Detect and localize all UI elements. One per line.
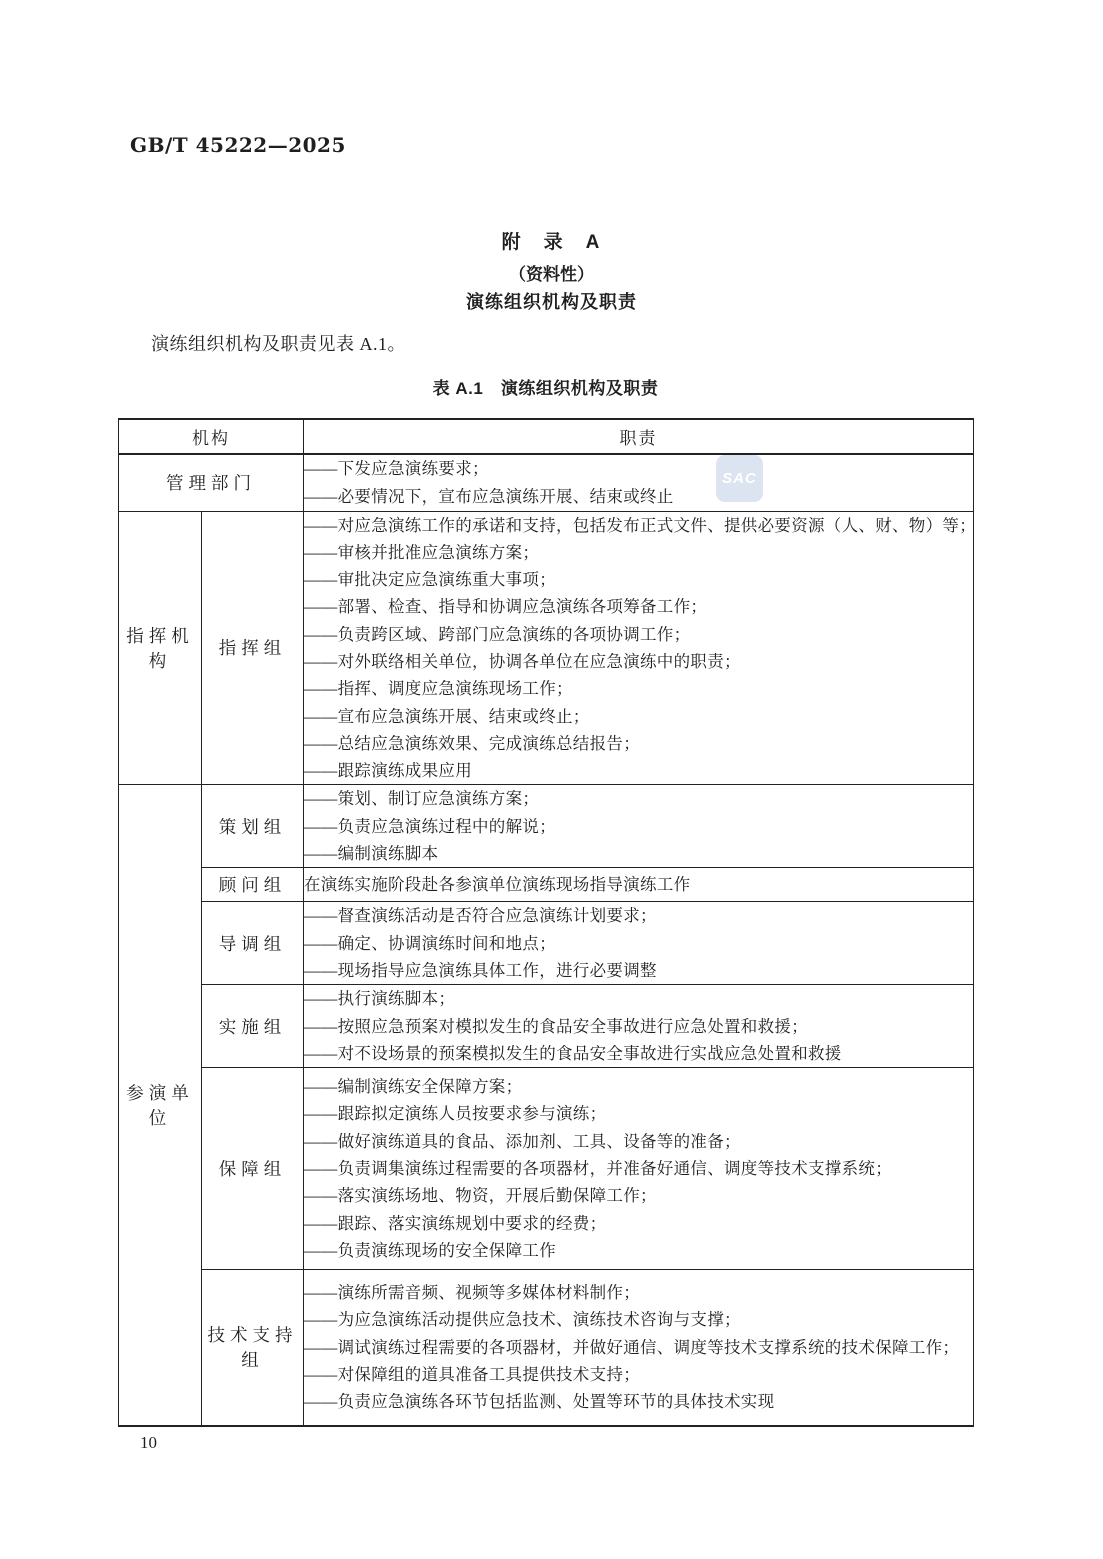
duties-cell bbox=[304, 454, 974, 511]
duty-line: ——负责应急演练各环节包括监测、处置等环节的具体技术实现 bbox=[304, 1392, 775, 1412]
duty-line: ——策划、制订应急演练方案； bbox=[304, 789, 540, 809]
table-caption: 表 A.1 演练组织机构及职责 bbox=[432, 379, 659, 398]
duties-cell bbox=[304, 1270, 974, 1426]
duty-line: ——对应急演练工作的承诺和支持，包括发布正式文件、提供必要资源（人、财、物）等； bbox=[304, 515, 976, 535]
duty-line: ——审核并批准应急演练方案； bbox=[304, 542, 540, 562]
table-row bbox=[119, 902, 974, 985]
table-header-row bbox=[119, 419, 974, 454]
org-cell: 参演单位 bbox=[119, 785, 202, 1426]
standard-code: GB/T 45222—2025 bbox=[130, 133, 346, 157]
duty-line: ——做好演练道具的食品、添加剂、工具、设备等的准备； bbox=[304, 1131, 741, 1151]
duty-line: ——落实演练场地、物资，开展后勤保障工作； bbox=[304, 1186, 657, 1206]
table-row bbox=[119, 868, 974, 902]
group-cell: 实施组 bbox=[202, 985, 304, 1068]
table-row bbox=[119, 1068, 974, 1270]
org-cell: 指挥机构 bbox=[119, 511, 202, 785]
duty-line: ——必要情况下，宣布应急演练开展、结束或终止 bbox=[304, 486, 674, 506]
header-org-column: 机构 bbox=[119, 419, 304, 454]
group-cell: 保障组 bbox=[202, 1068, 304, 1270]
duty-line: ——跟踪、落实演练规划中要求的经费； bbox=[304, 1213, 607, 1233]
duty-line: ——编制演练安全保障方案； bbox=[304, 1077, 523, 1097]
group-cell: 技术支持组 bbox=[202, 1270, 304, 1426]
duty-line: ——演练所需音频、视频等多媒体材料制作； bbox=[304, 1283, 640, 1303]
duties-cell bbox=[304, 902, 974, 985]
appendix-subtitle: （资料性） bbox=[509, 265, 594, 284]
table-row bbox=[119, 785, 974, 868]
duty-line: ——为应急演练活动提供应急技术、演练技术咨询与支撑； bbox=[304, 1310, 741, 1330]
org-cell: 管理部门 bbox=[119, 454, 304, 511]
duty-line: ——对不设场景的预案模拟发生的食品安全事故进行实战应急处置和救援 bbox=[304, 1043, 842, 1063]
duty-line: ——负责跨区域、跨部门应急演练的各项协调工作； bbox=[304, 624, 691, 644]
table-row bbox=[119, 1270, 974, 1426]
duties-cell bbox=[304, 1068, 974, 1270]
table-row bbox=[119, 985, 974, 1068]
duty-line: ——下发应急演练要求； bbox=[304, 459, 489, 479]
duty-line: ——调试演练过程需要的各项器材，并做好通信、调度等技术支撑系统的技术保障工作； bbox=[304, 1337, 960, 1357]
duty-line: ——负责调集演练过程需要的各项器材，并准备好通信、调度等技术支撑系统； bbox=[304, 1158, 892, 1178]
org-duty-table bbox=[118, 418, 974, 1427]
duty-line: ——现场指导应急演练具体工作，进行必要调整 bbox=[304, 960, 657, 980]
duties-cell bbox=[304, 868, 974, 902]
duty-line: ——按照应急预案对模拟发生的食品安全事故进行应急处置和救援； bbox=[304, 1016, 808, 1036]
appendix-title: 附 录 A bbox=[501, 232, 602, 253]
duties-cell bbox=[304, 785, 974, 868]
duty-line: ——宣布应急演练开展、结束或终止； bbox=[304, 706, 590, 726]
group-cell: 策划组 bbox=[202, 785, 304, 868]
duty-line: ——对保障组的道具准备工具提供技术支持； bbox=[304, 1365, 640, 1385]
duty-line: ——督查演练活动是否符合应急演练计划要求； bbox=[304, 906, 657, 926]
duty-line: ——负责应急演练过程中的解说； bbox=[304, 816, 556, 836]
duty-line: ——确定、协调演练时间和地点； bbox=[304, 933, 556, 953]
duties-cell bbox=[304, 511, 974, 785]
duty-line: ——对外联络相关单位，协调各单位在应急演练中的职责； bbox=[304, 651, 741, 671]
duties-cell bbox=[304, 985, 974, 1068]
duty-line: ——指挥、调度应急演练现场工作； bbox=[304, 679, 573, 699]
group-cell: 导调组 bbox=[202, 902, 304, 985]
duty-line: ——跟踪演练成果应用 bbox=[304, 761, 472, 781]
duty-line: ——总结应急演练效果、完成演练总结报告； bbox=[304, 733, 640, 753]
duty-line: ——部署、检查、指导和协调应急演练各项筹备工作； bbox=[304, 597, 708, 617]
duty-line: 在演练实施阶段赴各参演单位演练现场指导演练工作 bbox=[304, 875, 691, 895]
header-duty-column: 职责 bbox=[304, 419, 974, 454]
sac-logo-watermark: SAC bbox=[716, 455, 763, 502]
group-cell: 顾问组 bbox=[202, 868, 304, 902]
duty-line: ——审批决定应急演练重大事项； bbox=[304, 570, 556, 590]
group-cell: 指挥组 bbox=[202, 511, 304, 785]
intro-paragraph: 演练组织机构及职责见表 A.1。 bbox=[151, 334, 406, 354]
duty-line: ——执行演练脚本； bbox=[304, 989, 456, 1009]
duty-line: ——负责演练现场的安全保障工作 bbox=[304, 1240, 556, 1260]
table-row bbox=[119, 454, 974, 511]
appendix-heading: 演练组织机构及职责 bbox=[466, 292, 637, 312]
duty-line: ——跟踪拟定演练人员按要求参与演练； bbox=[304, 1104, 607, 1124]
table-row bbox=[119, 511, 974, 785]
duty-line: ——编制演练脚本 bbox=[304, 844, 439, 864]
page-number: 10 bbox=[140, 1433, 157, 1452]
